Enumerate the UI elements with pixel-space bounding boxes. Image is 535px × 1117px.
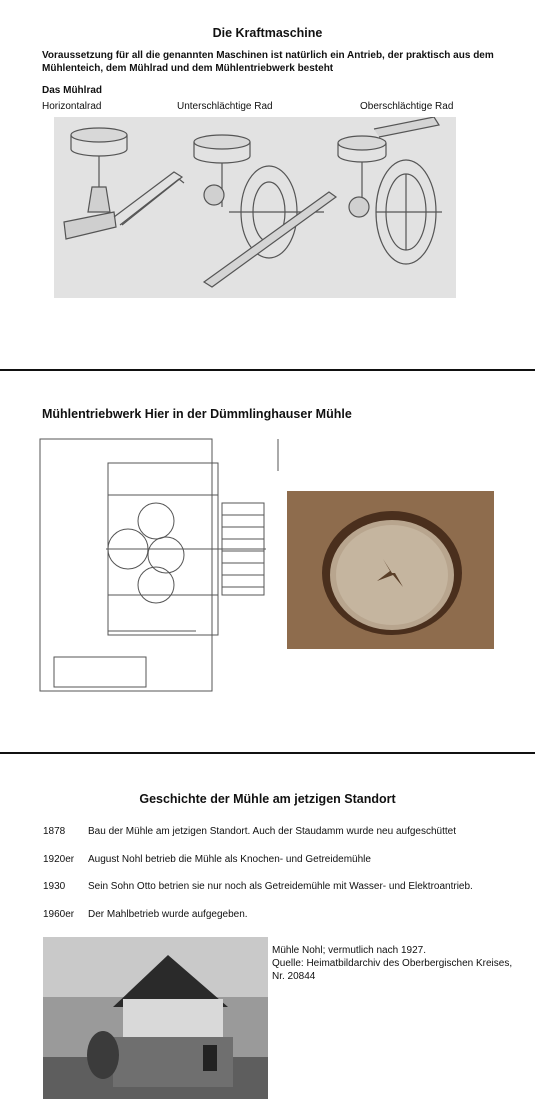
- caption-line: Nr. 20844: [272, 971, 316, 982]
- millstone-photo: [287, 491, 494, 649]
- caption-line: Quelle: Heimatbildarchiv des Oberbergischen Kreises,: [272, 958, 513, 969]
- divider-2: [0, 752, 535, 754]
- timeline-text: Der Mahlbetrieb wurde aufgegeben.: [88, 909, 248, 920]
- timeline-text: August Nohl betrieb die Mühle als Knochen- und Getreidemühle: [88, 854, 371, 865]
- photo-caption: [272, 944, 530, 983]
- timeline-year: 1930: [43, 881, 66, 892]
- waterwheel-types-illustration: [54, 117, 456, 298]
- section1-title: Die Kraftmaschine: [212, 26, 323, 40]
- section2-title: Mühlentriebwerk Hier in der Dümmlinghauser Mühle: [42, 407, 352, 421]
- timeline-year: 1960er: [43, 909, 75, 920]
- divider-1: [0, 369, 535, 371]
- label-oberschlaechtige-rad: Oberschlächtige Rad: [360, 101, 454, 112]
- timeline-text: Bau der Mühle am jetzigen Standort. Auch der Staudamm wurde neu aufgeschüttet: [88, 826, 456, 837]
- timeline-year: 1878: [43, 826, 66, 837]
- timeline-year: 1920er: [43, 854, 75, 865]
- section1-intro: Voraussetzung für all die genannten Maschinen ist natürlich ein Antrieb, der praktisch aus dem Mühlenteich, dem Mühlrad und dem Mühlentriebwerk besteht: [42, 50, 494, 74]
- label-horizontalrad: Horizontalrad: [42, 101, 102, 112]
- label-unterschlaechtige-rad: Unterschlächtige Rad: [177, 101, 273, 112]
- mill-drivetrain-plan: [36, 435, 288, 703]
- section3-title: Geschichte der Mühle am jetzigen Standort: [139, 792, 396, 806]
- section1-subheading: Das Mühlrad: [42, 85, 103, 96]
- caption-line: Mühle Nohl; vermutlich nach 1927.: [272, 945, 426, 956]
- timeline-text: Sein Sohn Otto betrien sie nur noch als Getreidemühle mit Wasser- und Elektroantrieb.: [88, 881, 473, 892]
- historic-mill-photo: [43, 937, 268, 1099]
